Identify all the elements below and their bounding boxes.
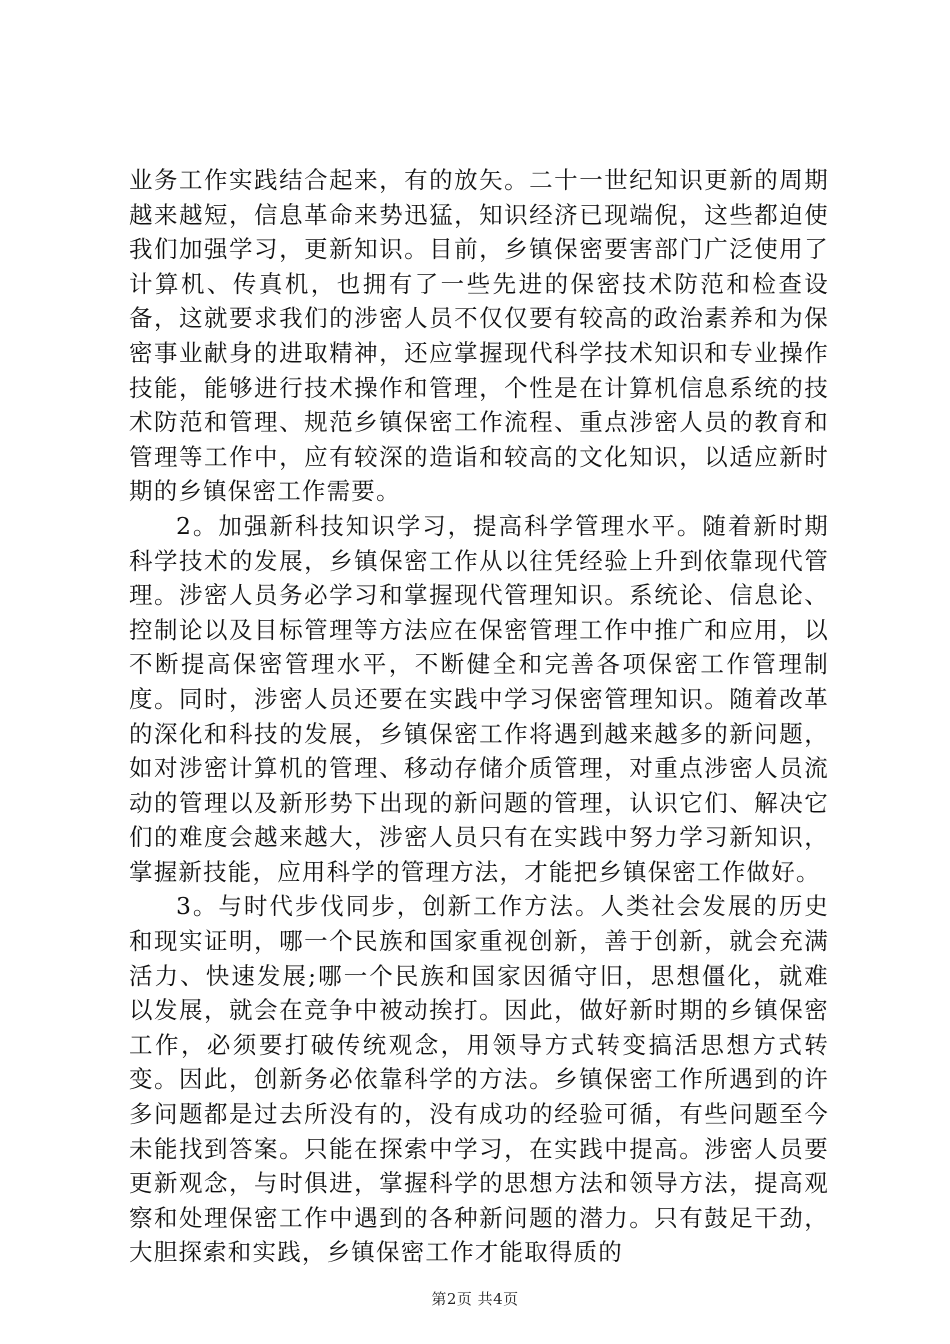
paragraph-3: 3。与时代步伐同步，创新工作方法。人类社会发展的历史和现实证明，哪一个民族和国家重视创新，善于创新，就会充满活力、快速发展;哪一个民族和国家因循守旧，思想僵化，就难以发展，就会在竞争中被动挨打。因此，做好新时期的乡镇保密工作，必须要打破传统观念，用领导方式转变搞活思想方式转变。因此，创新务必依靠科学的方法。乡镇保密工作所遇到的许多问题都是过去所没有的，没有成功的经验可循，有些问题至今未能找到答案。只能在探索中学习，在实践中提高。涉密人员要更新观念，与时俱进，掌握科学的思想方法和领导方法，提高观察和处理保密工作中遇到的各种新问题的潜力。只有鼓足干劲，大胆探索和实践，乡镇保密工作才能取得质的 [129, 892, 829, 1267]
paragraph-2: 2。加强新科技知识学习，提高科学管理水平。随着新时期科学技术的发展，乡镇保密工作从以往凭经验上升到依靠现代管理。涉密人员务必学习和掌握现代管理知识。系统论、信息论、控制论以及目标管理等方法应在保密管理工作中推广和应用，以不断提高保密管理水平，不断健全和完善各项保密工作管理制度。同时，涉密人员还要在实践中学习保密管理知识。随着改革的深化和科技的发展，乡镇保密工作将遇到越来越多的新问题，如对涉密计算机的管理、移动存储介质管理，对重点涉密人员流动的管理以及新形势下出现的新问题的管理，认识它们、解决它们的难度会越来越大，涉密人员只有在实践中努力学习新知识，掌握新技能，应用科学的管理方法，才能把乡镇保密工作做好。 [129, 511, 829, 886]
page-footer: 第2页 共4页 [431, 1290, 519, 1308]
paragraph-continuation: 业务工作实践结合起来，有的放矢。二十一世纪知识更新的周期越来越短，信息革命来势迅猛，知识经济已现端倪，这些都迫使我们加强学习，更新知识。目前，乡镇保密要害部门广泛使用了计算机、传真机，也拥有了一些先进的保密技术防范和检查设备，这就要求我们的涉密人员不仅仅要有较高的政治素养和为保密事业献身的进取精神，还应掌握现代科学技术知识和专业操作技能，能够进行技术操作和管理，个性是在计算机信息系统的技术防范和管理、规范乡镇保密工作流程、重点涉密人员的教育和管理等工作中，应有较深的造诣和较高的文化知识，以适应新时期的乡镇保密工作需要。 [129, 166, 829, 506]
body-text [129, 163, 829, 1270]
